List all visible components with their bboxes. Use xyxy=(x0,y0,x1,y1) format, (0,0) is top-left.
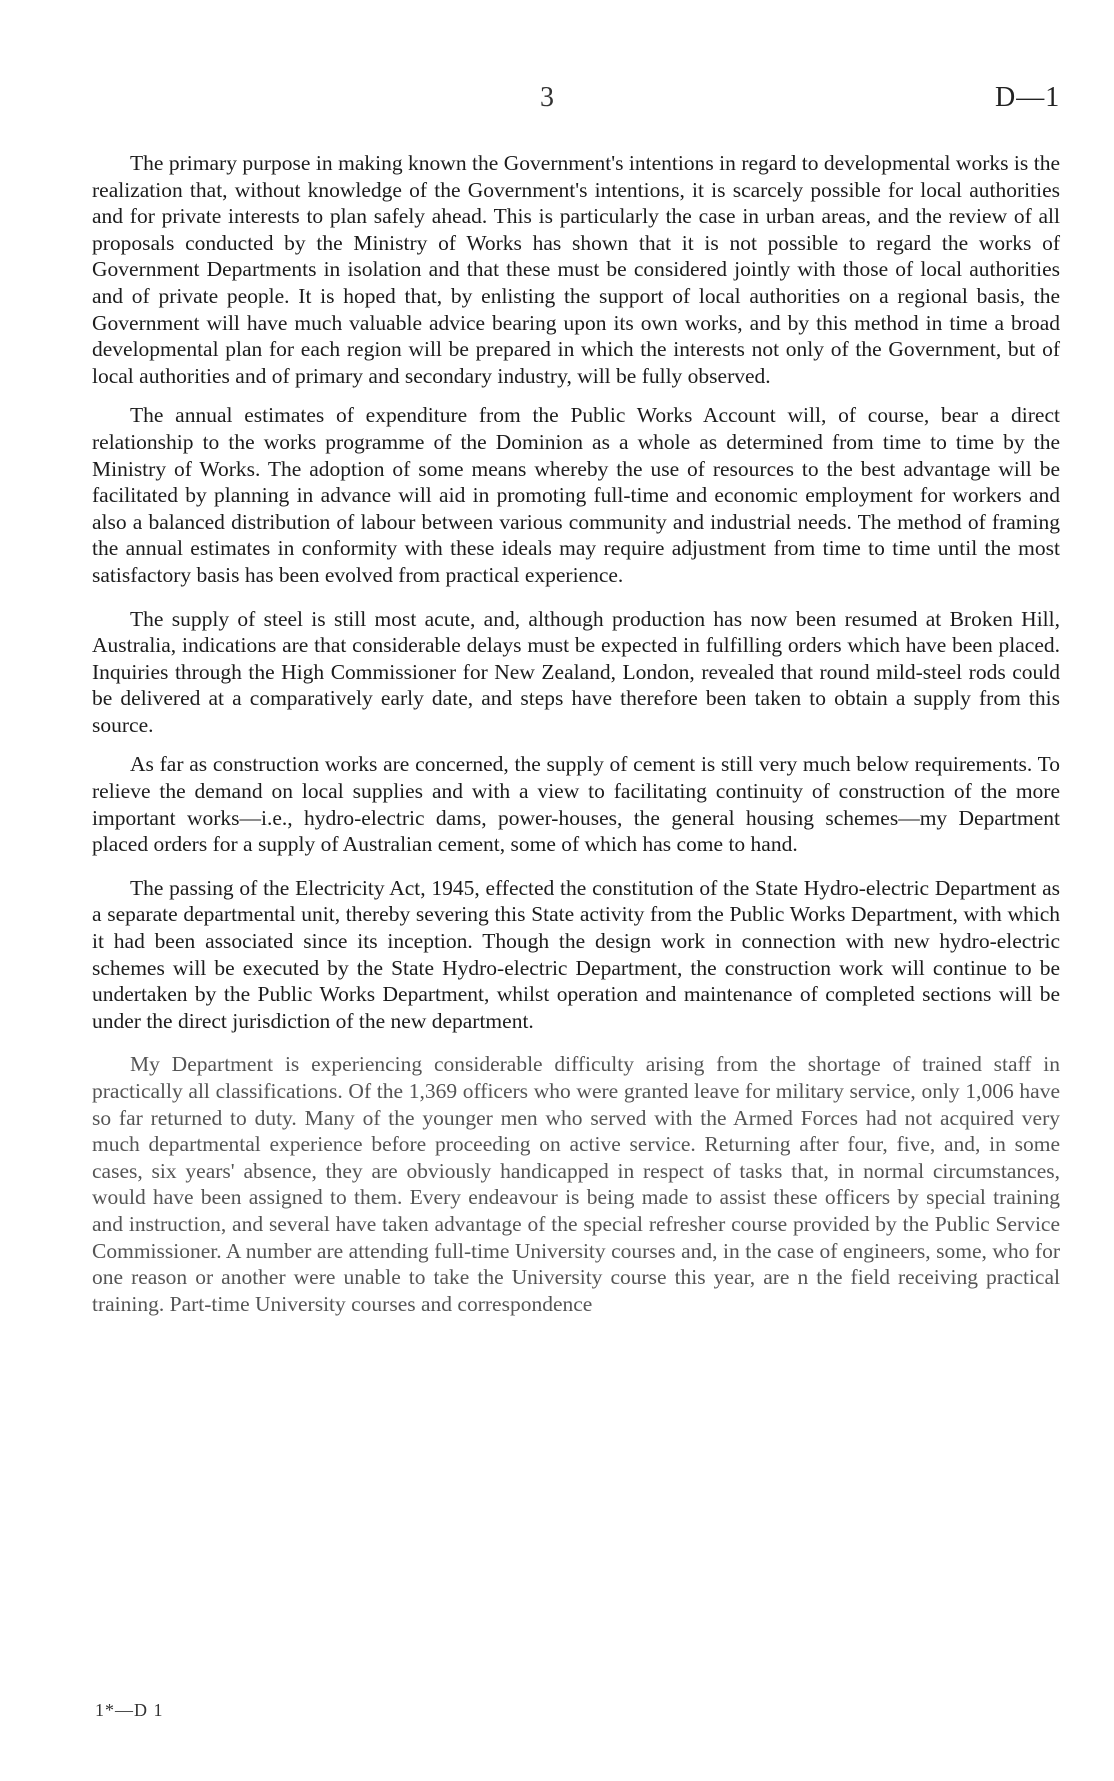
page-number: 3 xyxy=(540,82,554,113)
document-code: D—1 xyxy=(995,82,1061,113)
paragraph-cement-supply: As far as construction works are concerned, the supply of cement is still very much below requirements. To relieve the demand on local supplies and with a view to facilitating continuity of construction of the more important works—i.e., hydro-electric dams, power-houses, the general housing schemes—my Department placed orders for a supply of Australian cement, some of which has come to hand. xyxy=(92,752,1060,857)
signature-mark: 1*—D 1 xyxy=(95,1700,164,1720)
paragraph-government-intentions: The primary purpose in making known the Government's intentions in regard to developmental works is the realization that, without knowledge of the Government's intentions, it is scarcely possible for local authorities and for private interests to plan safely ahead. This is particularly the case in urban areas, and the review of all proposals conducted by the Ministry of Works has shown that it is not possible to regard the works of Government Departments in isolation and that these must be considered jointly with those of local authorities and of private people. It is hoped that, by enlisting the support of local authorities on a regional basis, the Government will have much valuable advice bearing upon its own works, and by this method in time a broad developmental plan for each region will be prepared in which the interests not only of the Government, but of local authorities and of primary and secondary industry, will be fully observed. xyxy=(92,151,1060,388)
paragraph-staff-shortage: My Department is experiencing considerable difficulty arising from the shortage of trained staff in practically all classifications. Of the 1,369 officers who were granted leave for military service, only 1,006 have so far returned to duty. Many of the younger men who served with the Armed Forces had not acquired very much departmental experience before proceeding on active service. Returning after four, five, and, in some cases, six years' absence, they are obviously handicapped in respect of tasks that, in normal circumstances, would have been assigned to them. Every endeavour is being made to assist these officers by special training and instruction, and several have taken advantage of the special refresher course provided by the Public Service Commissioner. A number are attending full-time University courses and, in the case of engineers, some, who for one reason or another were unable to take the University course this year, are n the field receiving practical training. Part-time University courses and correspondence xyxy=(92,1052,1060,1316)
body-text xyxy=(92,150,1060,1334)
paragraph-annual-estimates: The annual estimates of expenditure from the Public Works Account will, of course, bear a direct relationship to the works programme of the Dominion as a whole as determined from time to time by the Ministry of Works. The adoption of some means whereby the use of resources to the best advantage will be facilitated by planning in advance will aid in promoting full-time and economic employment for workers and also a balanced distribution of labour between various community and industrial needs. The method of framing the annual estimates in conformity with these ideals may require adjustment from time to time until the most satisfactory basis has been evolved from practical experience. xyxy=(92,403,1060,587)
paragraph-steel-supply: The supply of steel is still most acute, and, although production has now been resumed at Broken Hill, Australia, indications are that considerable delays must be expected in fulfilling orders which have been placed. Inquiries through the High Commissioner for New Zealand, London, revealed that round mild-steel rods could be delivered at a comparatively early date, and steps have therefore been taken to obtain a supply from this source. xyxy=(92,606,1060,737)
paragraph-electricity-act: The passing of the Electricity Act, 1945, effected the constitution of the State Hydro-electric Department as a separate departmental unit, thereby severing this State activity from the Public Works Department, with which it had been associated since its inception. Though the design work in connection with new hydro-electric schemes will be executed by the State Hydro-electric Department, the construction work will continue to be undertaken by the Public Works Department, whilst operation and maintenance of completed sections will be under the direct jurisdiction of the new department. xyxy=(92,875,1060,1033)
